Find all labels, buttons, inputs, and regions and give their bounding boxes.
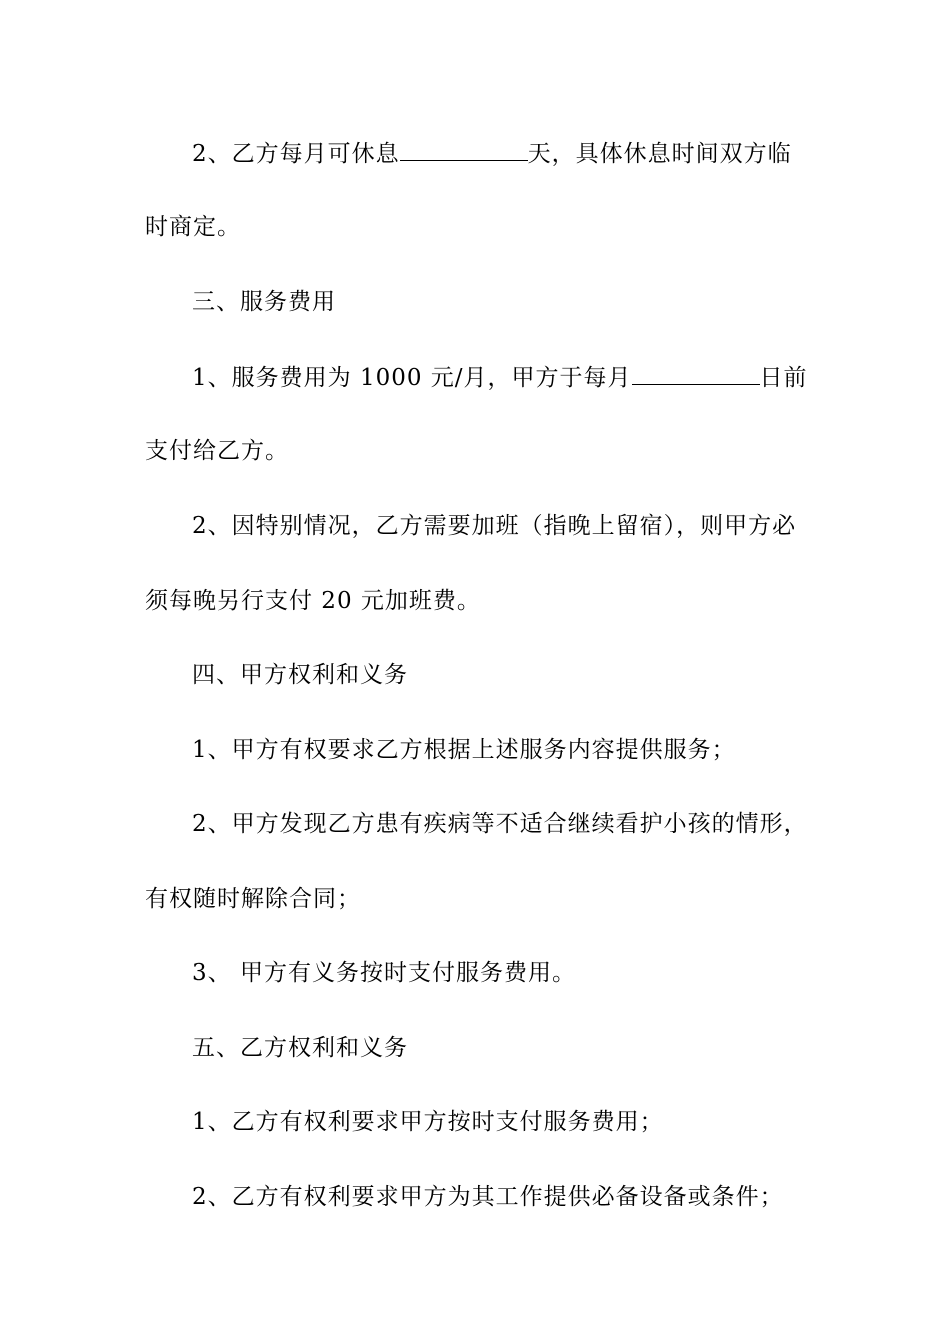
party-b-item-1: 1、乙方有权利要求甲方按时支付服务费用；	[192, 1109, 664, 1135]
text-segment: 2、乙方每月可休息	[192, 141, 400, 167]
paragraph-continuation: 时商定。	[145, 214, 241, 240]
section-heading-service-fee: 三、服务费用	[192, 289, 336, 315]
fill-in-blank-rest-days[interactable]	[400, 138, 528, 161]
fee-paragraph	[192, 362, 808, 393]
party-a-item-2: 2、甲方发现乙方患有疾病等不适合继续看护小孩的情形，	[192, 811, 808, 837]
section-heading-party-b: 五、乙方权利和义务	[192, 1035, 408, 1061]
rest-days-paragraph	[192, 138, 792, 169]
party-a-item-3: 3、 甲方有义务按时支付服务费用。	[192, 960, 576, 986]
text-segment: 日前	[759, 365, 808, 391]
party-b-item-2: 2、乙方有权利要求甲方为其工作提供必备设备或条件；	[192, 1184, 784, 1210]
text-segment: 1、服务费用为 1000 元/月，甲方于每月	[192, 365, 632, 391]
text-segment: 天，具体休息时间双方临	[527, 141, 792, 167]
paragraph-continuation: 有权随时解除合同；	[145, 886, 361, 912]
paragraph-continuation: 须每晚另行支付 20 元加班费。	[145, 588, 481, 614]
fill-in-blank-pay-day[interactable]	[632, 362, 760, 385]
section-heading-party-a: 四、甲方权利和义务	[192, 662, 408, 688]
overtime-paragraph: 2、因特别情况，乙方需要加班（指晚上留宿），则甲方必	[192, 513, 797, 539]
party-a-item-1: 1、甲方有权要求乙方根据上述服务内容提供服务；	[192, 737, 736, 763]
paragraph-continuation: 支付给乙方。	[145, 438, 289, 464]
